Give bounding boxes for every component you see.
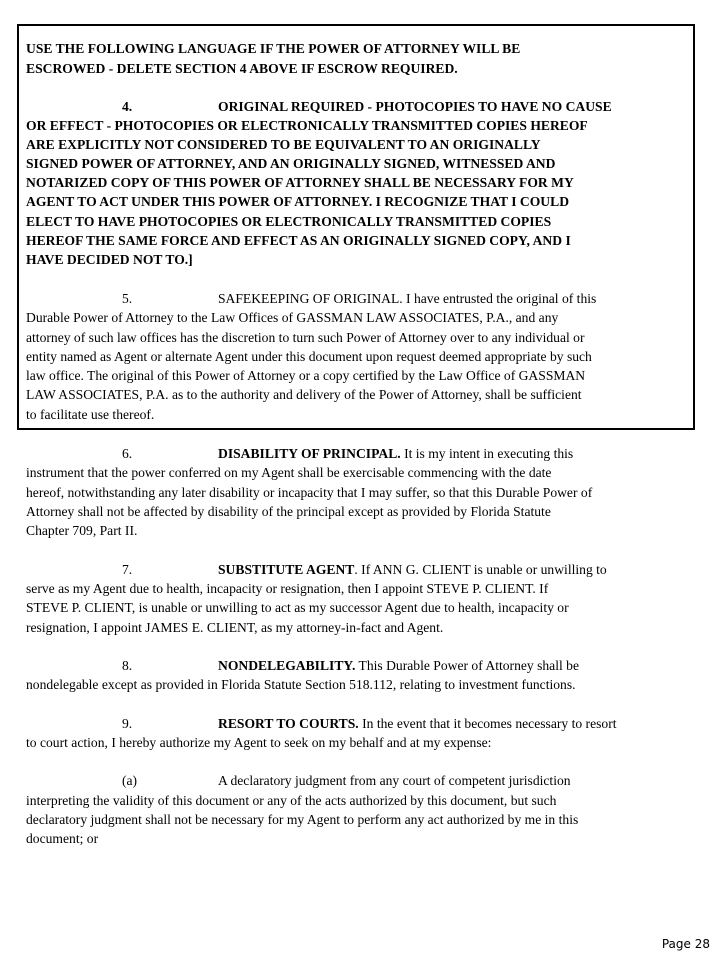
section-7-line: STEVE P. CLIENT, is unable or unwilling to act as my successor Agent due to health, incapacity or <box>26 600 569 615</box>
section-8-heading-rest: This Durable Power of Attorney shall be <box>355 658 580 673</box>
section-4-line: OR EFFECT - PHOTOCOPIES OR ELECTRONICALLY TRANSMITTED COPIES HEREOF <box>26 118 588 133</box>
section-9-heading-rest: In the event that it becomes necessary to resort <box>358 716 617 731</box>
section-5-line: Durable Power of Attorney to the Law Offices of GASSMAN LAW ASSOCIATES, P.A., and any <box>26 310 559 325</box>
section-4-line: AGENT TO ACT UNDER THIS POWER OF ATTORNEY. I RECOGNIZE THAT I COULD <box>26 194 570 209</box>
section-5-line: law office. The original of this Power of Attorney or a copy certified by the Law Office of GASSMAN <box>26 368 586 383</box>
section-9-number: 9. <box>122 716 133 731</box>
box-intro-line-1: USE THE FOLLOWING LANGUAGE IF THE POWER OF ATTORNEY WILL BE <box>26 41 521 56</box>
section-6-line: Chapter 709, Part II. <box>26 523 138 538</box>
section-4-number: 4. <box>122 99 133 114</box>
section-4-line: HAVE DECIDED NOT TO.] <box>26 252 193 267</box>
section-9-heading-line <box>218 715 617 733</box>
section-7-line: serve as my Agent due to health, incapacity or resignation, then I appoint STEVE P. CLIENT. If <box>26 581 549 596</box>
subsection-a-line: document; or <box>26 831 99 846</box>
section-7-heading-line <box>218 561 607 579</box>
page-number: Page 28 <box>661 937 710 951</box>
section-9-line: to court action, I hereby authorize my Agent to seek on my behalf and at my expense: <box>26 735 492 750</box>
section-6-line: Attorney shall not be affected by disability of the principal except as provided by Florida Statute <box>26 504 551 519</box>
section-6-heading: DISABILITY OF PRINCIPAL. <box>218 446 401 461</box>
section-5-line: to facilitate use thereof. <box>26 407 155 422</box>
section-4-line: NOTARIZED COPY OF THIS POWER OF ATTORNEY SHALL BE NECESSARY FOR MY <box>26 175 574 190</box>
section-5-line: LAW ASSOCIATES, P.A. as to the authority and delivery of the Power of Attorney, shall be sufficient <box>26 387 582 402</box>
subsection-a-label: (a) <box>122 773 138 788</box>
subsection-a-line: interpreting the validity of this document or any of the acts authorized by this document, but such <box>26 793 557 808</box>
section-6-line: instrument that the power conferred on my Agent shall be exercisable commencing with the date <box>26 465 552 480</box>
section-4-line: HEREOF THE SAME FORCE AND EFFECT AS AN ORIGINALLY SIGNED COPY, AND I <box>26 233 571 248</box>
box-intro-line-2: ESCROWED - DELETE SECTION 4 ABOVE IF ESCROW REQUIRED. <box>26 61 458 76</box>
section-7-heading-rest: . If ANN G. CLIENT is unable or unwilling to <box>354 562 607 577</box>
section-9-heading: RESORT TO COURTS. <box>218 716 359 731</box>
subsection-a-first-line: A declaratory judgment from any court of competent jurisdiction <box>218 773 571 788</box>
subsection-a-line: declaratory judgment shall not be necessary for my Agent to perform any act authorized by me in this <box>26 812 579 827</box>
section-8-heading-line <box>218 657 579 675</box>
section-8-heading: NONDELEGABILITY. <box>218 658 356 673</box>
section-7-number: 7. <box>122 562 133 577</box>
section-4-line: ELECT TO HAVE PHOTOCOPIES OR ELECTRONICALLY TRANSMITTED COPIES <box>26 214 552 229</box>
section-8-number: 8. <box>122 658 133 673</box>
section-7-line: resignation, I appoint JAMES E. CLIENT, as my attorney-in-fact and Agent. <box>26 620 444 635</box>
section-5-heading: SAFEKEEPING OF ORIGINAL. I have entrusted the original of this <box>218 291 597 306</box>
section-5-number: 5. <box>122 291 133 306</box>
section-6-heading-rest: It is my intent in executing this <box>400 446 574 461</box>
section-6-heading-line <box>218 445 573 463</box>
section-4-line: SIGNED POWER OF ATTORNEY, AND AN ORIGINALLY SIGNED, WITNESSED AND <box>26 156 556 171</box>
section-8-line: nondelegable except as provided in Florida Statute Section 518.112, relating to investment functions. <box>26 677 576 692</box>
section-5-line: entity named as Agent or alternate Agent under this document upon request deemed appropriate by such <box>26 349 592 364</box>
section-5-line: attorney of such law offices has the discretion to turn such Power of Attorney over to any individual or <box>26 330 585 345</box>
section-6-number: 6. <box>122 446 133 461</box>
section-6-line: hereof, notwithstanding any later disability or incapacity that I may suffer, so that this Durable Power of <box>26 485 593 500</box>
section-4-heading: ORIGINAL REQUIRED - PHOTOCOPIES TO HAVE NO CAUSE <box>218 99 612 114</box>
section-7-heading: SUBSTITUTE AGENT <box>218 562 355 577</box>
section-4-line: ARE EXPLICITLY NOT CONSIDERED TO BE EQUIVALENT TO AN ORIGINALLY <box>26 137 541 152</box>
